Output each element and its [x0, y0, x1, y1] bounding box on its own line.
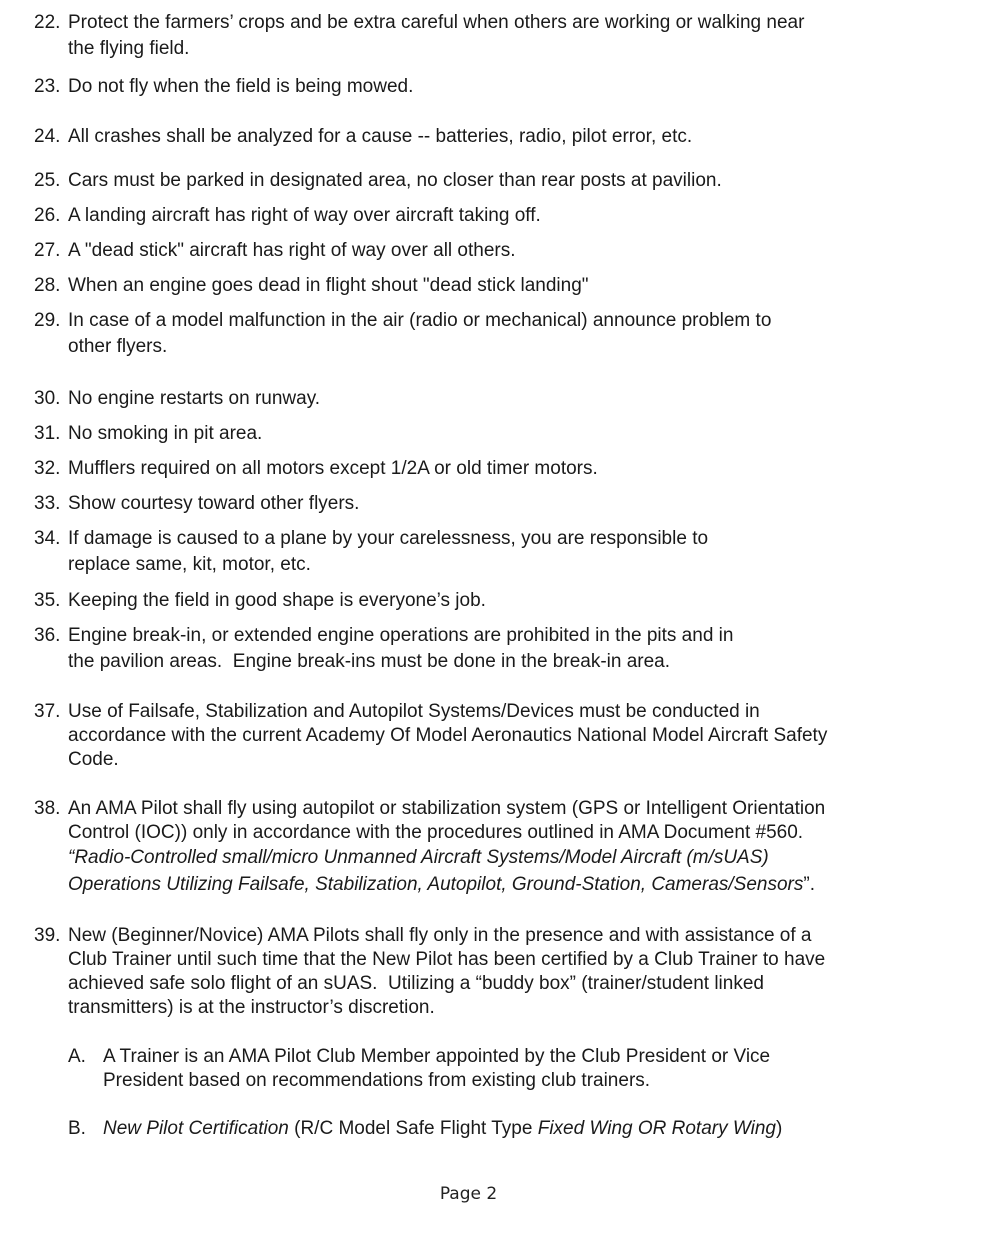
rule-number: 32. [34, 458, 61, 479]
page-footer [0, 1184, 985, 1204]
rule-number: 23. [34, 76, 61, 97]
rule-text: If damage is caused to a plane by your carelessness, you are responsible to [68, 528, 709, 549]
rule-text: Cars must be parked in designated area, no closer than rear posts at pavilion. [68, 170, 722, 191]
rule-text: Use of Failsafe, Stabilization and Autopilot Systems/Devices must be conducted in [68, 701, 760, 722]
rule-text-italic-line [68, 873, 815, 897]
rule-text: transmitters) is at the instructor’s discretion. [68, 997, 435, 1018]
rule-text: No engine restarts on runway. [68, 388, 321, 409]
rule-text: An AMA Pilot shall fly using autopilot or stabilization system (GPS or Intelligent Orientation [68, 798, 826, 819]
rule-number: 25. [34, 170, 61, 191]
closing-quote: ”. [803, 874, 815, 895]
certification-title: New Pilot Certification [103, 1118, 289, 1139]
rule-text: When an engine goes dead in flight shout "dead stick landing" [68, 275, 589, 296]
rule-number: 29. [34, 310, 61, 331]
certification-type-text: (R/C Model Safe Flight Type [288, 1118, 538, 1139]
rule-text: Club Trainer until such time that the New Pilot has been certified by a Club Trainer to have [68, 949, 826, 970]
rule-text: In case of a model malfunction in the air (radio or mechanical) announce problem to [68, 310, 772, 331]
subitem-letter: A. [68, 1046, 86, 1067]
rule-text: All crashes shall be analyzed for a cause -- batteries, radio, pilot error, etc. [68, 126, 693, 147]
page-number: Page 2 [439, 1184, 498, 1204]
rule-text: the pavilion areas. Engine break-ins must be done in the break-in area. [68, 651, 671, 672]
rule-number: 22. [34, 12, 61, 33]
rule-text-italic: “Radio-Controlled small/micro Unmanned Aircraft Systems/Model Aircraft (m/sUAS) [68, 847, 769, 868]
rule-text: Code. [68, 749, 119, 770]
rule-number: 31. [34, 423, 61, 444]
document-title-italic: Operations Utilizing Failsafe, Stabilization, Autopilot, Ground-Station, Cameras/Sensors [68, 874, 804, 895]
rule-text: Do not fly when the field is being mowed. [68, 76, 414, 97]
rule-text: other flyers. [68, 336, 168, 357]
subitem-text: President based on recommendations from existing club trainers. [103, 1070, 651, 1091]
rule-text: achieved safe solo flight of an sUAS. Utilizing a “buddy box” (trainer/student linked [68, 973, 764, 994]
rule-number: 28. [34, 275, 61, 296]
rule-text: New (Beginner/Novice) AMA Pilots shall fly only in the presence and with assistance of a [68, 925, 812, 946]
rule-number: 27. [34, 240, 61, 261]
rule-text: A landing aircraft has right of way over aircraft taking off. [68, 205, 541, 226]
rule-number: 26. [34, 205, 61, 226]
rule-text: A "dead stick" aircraft has right of way over all others. [68, 240, 516, 261]
rule-text: accordance with the current Academy Of Model Aeronautics National Model Aircraft Safety [68, 725, 828, 746]
rule-text: No smoking in pit area. [68, 423, 263, 444]
rule-text: Mufflers required on all motors except 1/2A or old timer motors. [68, 458, 598, 479]
rule-text: the flying field. [68, 38, 190, 59]
rule-text: Show courtesy toward other flyers. [68, 493, 360, 514]
closing-paren: ) [776, 1118, 783, 1139]
rule-text: Engine break-in, or extended engine operations are prohibited in the pits and in [68, 625, 734, 646]
subitem-letter: B. [68, 1118, 86, 1139]
wing-type: Fixed Wing OR Rotary Wing [537, 1118, 776, 1139]
rule-number: 34. [34, 528, 61, 549]
rule-text: Control (IOC)) only in accordance with the procedures outlined in AMA Document #560. [68, 822, 804, 843]
rule-number: 24. [34, 126, 61, 147]
rule-text: Keeping the field in good shape is everyone’s job. [68, 590, 486, 611]
rule-number: 36. [34, 625, 61, 646]
rule-number: 38. [34, 798, 61, 819]
rule-number: 37. [34, 701, 61, 722]
rule-number: 35. [34, 590, 61, 611]
subitem-text [103, 1117, 782, 1141]
subitem-text: A Trainer is an AMA Pilot Club Member appointed by the Club President or Vice [103, 1046, 771, 1067]
rule-text: replace same, kit, motor, etc. [68, 554, 311, 575]
rule-text: Protect the farmers’ crops and be extra careful when others are working or walking near [68, 12, 805, 33]
rule-number: 33. [34, 493, 61, 514]
rule-number: 30. [34, 388, 61, 409]
rule-number: 39. [34, 925, 61, 946]
